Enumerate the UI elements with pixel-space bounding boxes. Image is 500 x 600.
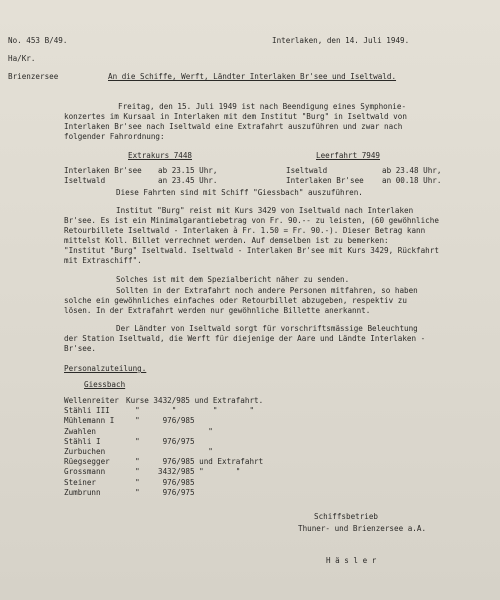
personnel-row [64,467,263,477]
personnel-row [64,447,263,457]
para4-line-1: Der Ländter von Iseltwald sorgt für vorschriftsmässige Beleuchtung [116,324,418,333]
crew-assignment: " [126,446,213,456]
ship-name: Giessbach [84,380,126,389]
crew-assignment: " 976/985 [126,416,195,426]
personnel-row [64,488,263,498]
para3-line-4: lösen. In der Extrafahrt werden nur gewöhnliche Billette anerkannt. [64,306,371,315]
para3-line-2: Sollten in der Extrafahrt noch andere Personen mitfahren, so haben [116,286,418,295]
personnel-title: Personalzuteilung. [64,364,147,373]
signature-org-2: Thuner- und Brienzersee a.A. [298,524,427,533]
personnel-row [64,416,263,426]
extra-from: Interlaken Br'see [64,166,142,175]
signature-org-1: Schiffsbetrieb [314,512,379,521]
intro-line-2: konzertes im Kursaal in Interlaken mit dem Institut "Burg" in Iseltwald von [64,112,407,121]
crew-assignment: " 3432/985 " " [126,467,241,477]
intro-line-1: Freitag, den 15. Juli 1949 ist nach Beendigung eines Symphonie- [118,102,407,111]
para4-line-3: Br'see. [64,344,97,353]
para3-line-1: Solches ist mit dem Spezialbericht näher zu senden. [116,275,350,284]
para2-line-4: mittelst Koll. Billet verrechnet werden. Auf demselben ist zu bemerken: [64,236,389,245]
crew-name: Wellenreiter [64,396,119,405]
crew-assignment: " 976/985 [126,477,195,487]
crew-assignment: " 976/975 [126,436,195,446]
extra-to: Iseltwald [64,176,106,185]
intro-line-4: folgender Fahrordnung: [64,132,165,141]
crew-name: Mühlemann I [64,416,115,426]
crew-name: Stähli I [64,436,101,446]
department: Brienzersee [8,72,59,81]
crew-name: Zurbuchen [64,446,106,456]
crew-assignment: Kurse 3432/985 und Extrafahrt. [126,396,264,405]
crew-name: Grossmann [64,467,106,477]
initials: Ha/Kr. [8,54,36,63]
para4-line-2: der Station Iseltwald, die Werft für diejenige der Aare und Ländte Interlaken - [64,334,426,343]
leer-dep-time: ab 23.48 Uhr, [382,166,442,175]
para2-line-2: Br'see. Es ist ein Minimalgarantiebetrag von Fr. 90.-- zu leisten, (60 gewöhnliche [64,216,439,225]
crew-assignment: " [126,426,213,436]
para2-line-1: Institut "Burg" reist mit Kurs 3429 von Iseltwald nach Interlaken [116,206,414,215]
extra-arr-time: an 23.45 Uhr. [158,176,218,185]
para2-line-3: Retourbillete Iseltwald - Interlaken à Fr. 1.50 = Fr. 90.-). Dieser Betrag kann [64,226,426,235]
para2-line-5: "Institut "Burg" Iseltwald. Iseltwald - Interlaken Br'see mit Kurs 3429, Rückfahrt [64,246,439,255]
crew-name: Zwahlen [64,426,97,436]
crew-assignment: " " " " [126,406,255,416]
personnel-row [64,457,263,467]
schedule-note: Diese Fahrten sind mit Schiff "Giessbach" auszuführen. [116,188,363,197]
leerfahrt-title: Leerfahrt 7949 [316,151,381,160]
crew-name: Steiner [64,477,97,487]
signature-name: H ä s l e r [326,556,377,565]
personnel-row [64,396,263,406]
personnel-table [64,396,263,498]
para2-line-6: mit Extraschiff". [64,256,142,265]
personnel-row [64,437,263,447]
reference-number: No. 453 B/49. [8,36,68,45]
personnel-row [64,478,263,488]
para3-line-3: solche ein gewöhnliches einfaches oder Retourbillet abzugeben, respektiv zu [64,296,407,305]
crew-assignment: " 976/975 [126,487,195,497]
personnel-row [64,406,263,416]
leer-from: Iseltwald [286,166,328,175]
extra-dep-time: ab 23.15 Uhr, [158,166,218,175]
crew-name: Zumbrunn [64,487,101,497]
leer-to: Interlaken Br'see [286,176,364,185]
crew-name: Stähli III [64,406,110,416]
dateline: Interlaken, den 14. Juli 1949. [272,36,410,45]
intro-line-3: Interlaken Br'see nach Iseltwald eine Extrafahrt auszuführen und zwar nach [64,122,403,131]
subject-line: An die Schiffe, Werft, Ländter Interlaken Br'see und Iseltwald. [108,72,397,81]
crew-name: Rüegsegger [64,457,110,467]
leer-arr-time: an 00.18 Uhr. [382,176,442,185]
crew-assignment: " 976/985 und Extrafahrt [126,457,264,467]
extrakurs-title: Extrakurs 7448 [128,151,193,160]
personnel-row [64,427,263,437]
